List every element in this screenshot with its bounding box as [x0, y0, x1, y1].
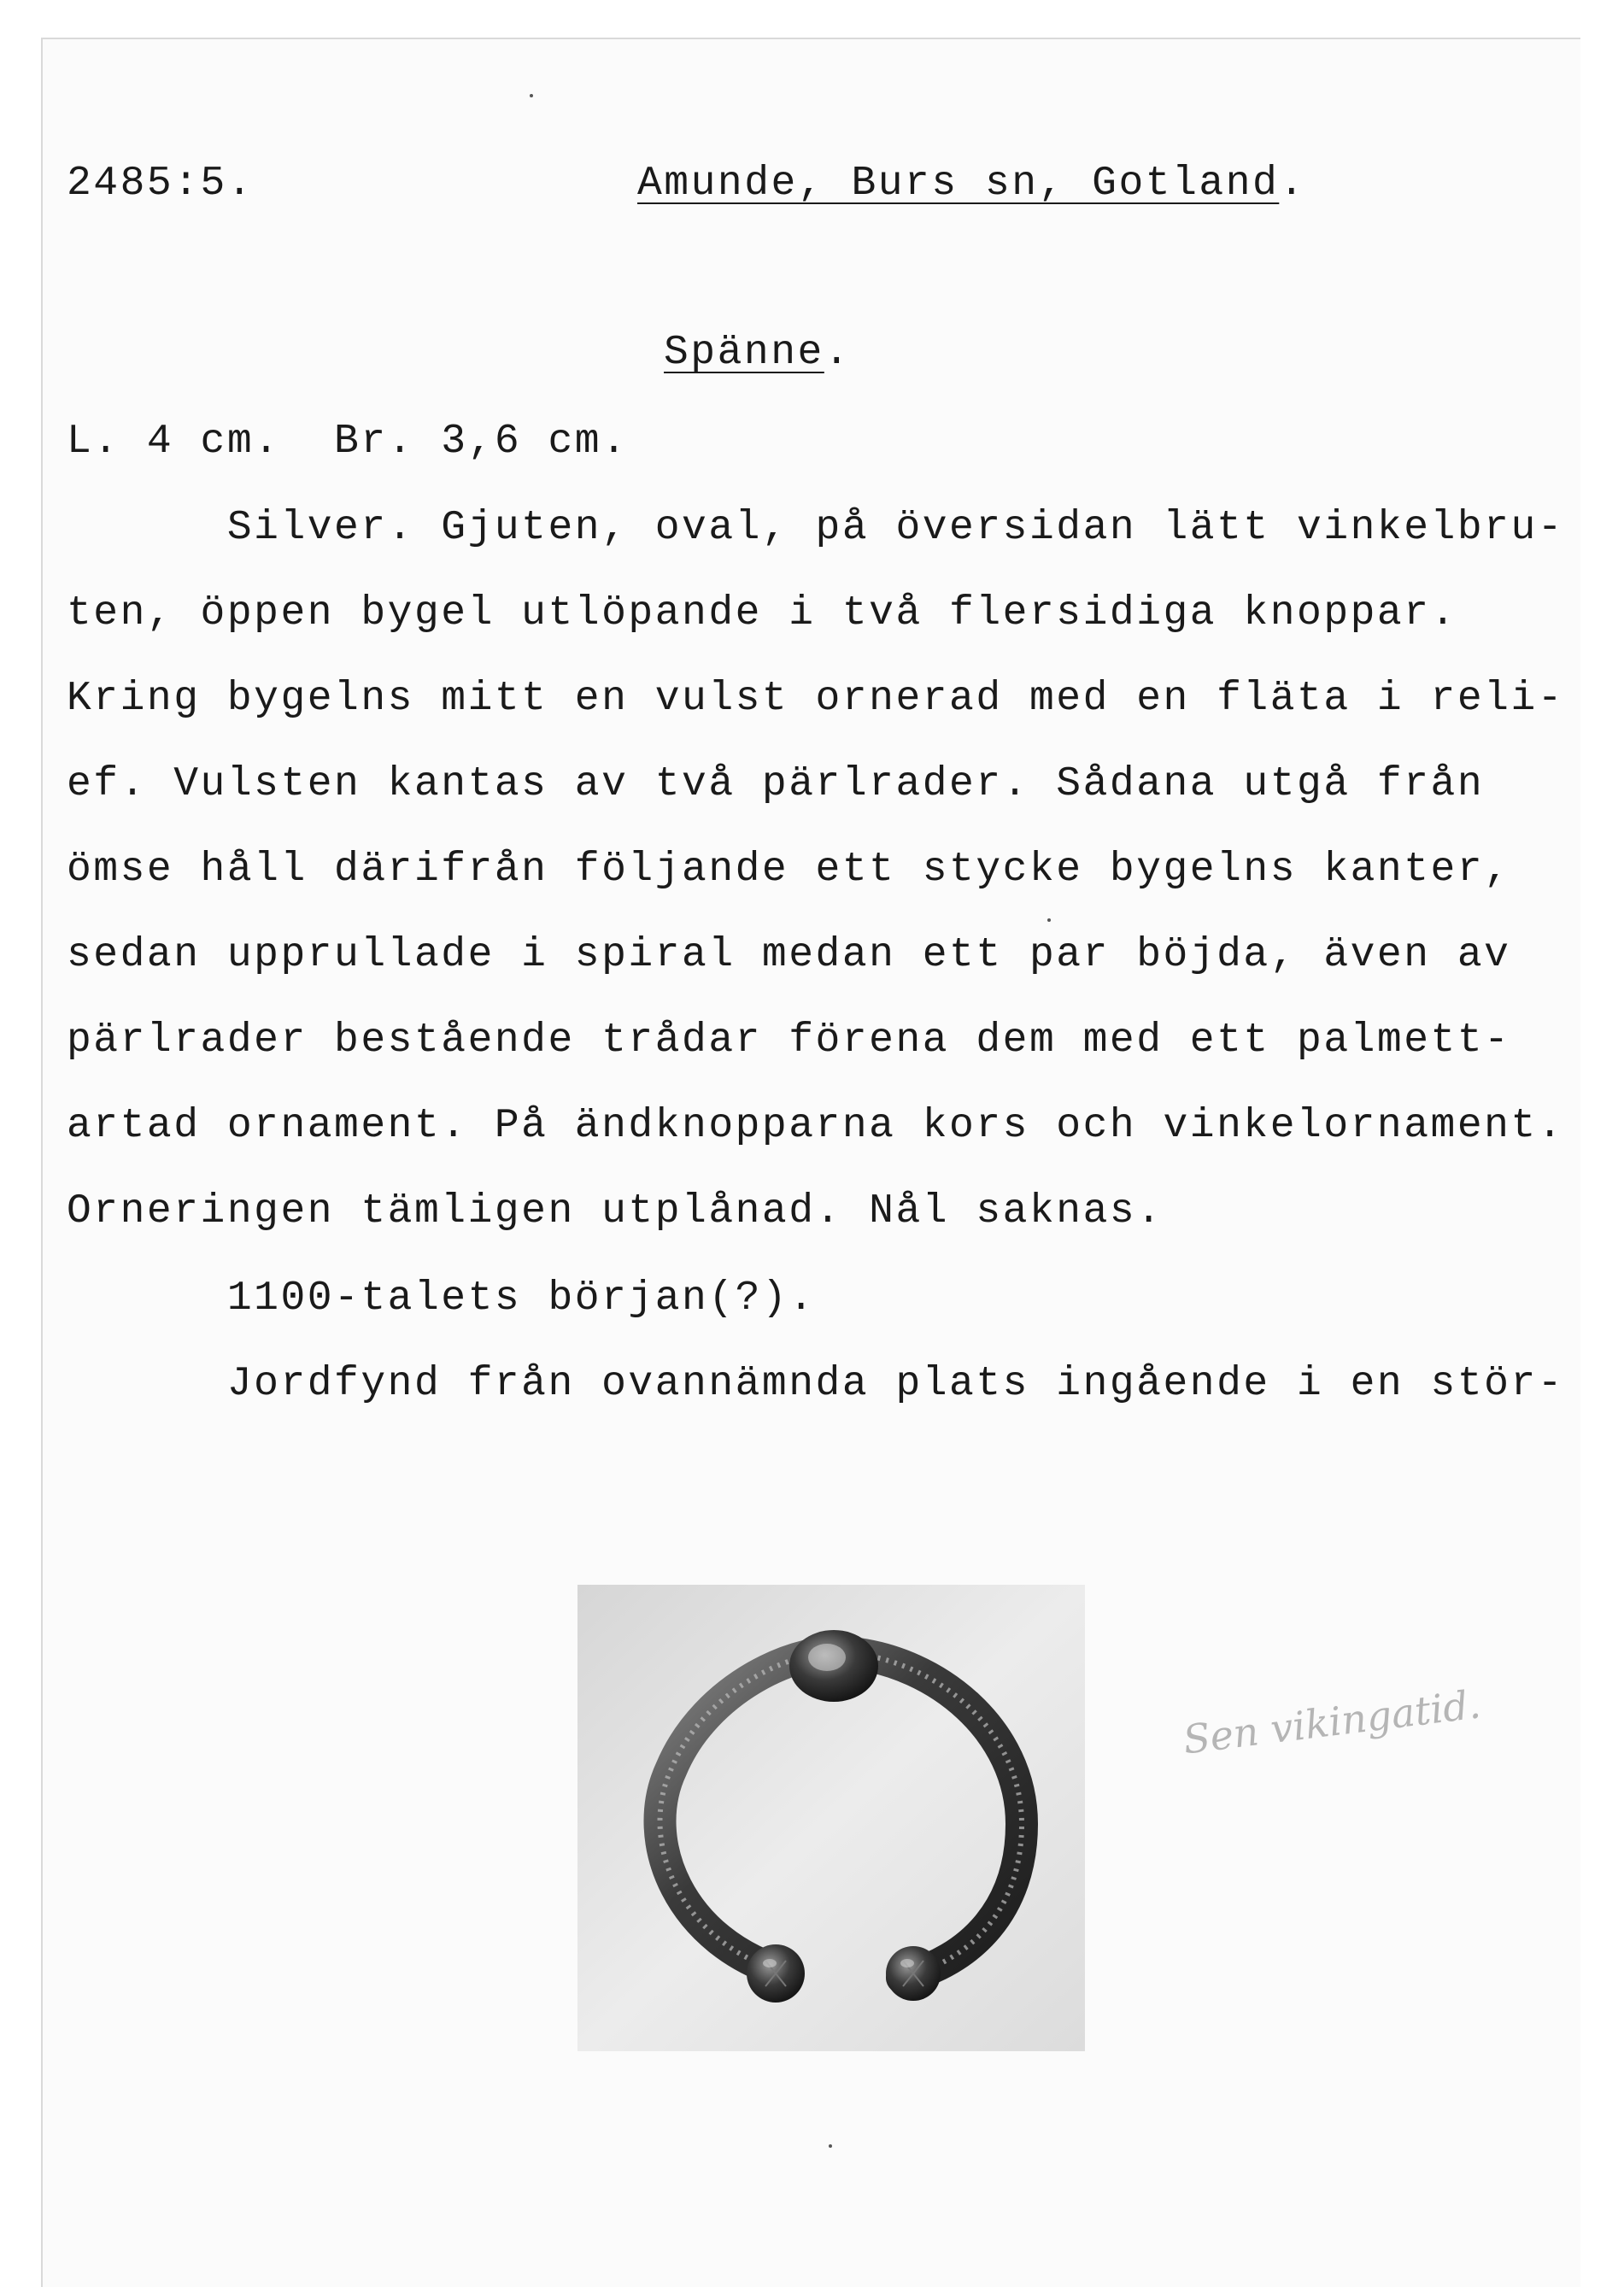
description-line: pärlrader bestående trådar förena dem med ett palmett-	[67, 1017, 1511, 1064]
catalog-number: 2485:5.	[67, 161, 255, 207]
paper-speck	[1047, 918, 1051, 922]
dating: 1100-talets början(?).	[67, 1275, 816, 1322]
description-line: artad ornament. På ändknopparna kors och vinkelornament.	[67, 1103, 1565, 1149]
description-line: ömse håll därifrån följande ett stycke bygelns kanter,	[67, 847, 1511, 893]
brooch-photograph	[577, 1585, 1085, 2051]
object-title-period: .	[824, 330, 852, 376]
handwritten-note: Sen vikingatid.	[1181, 1680, 1484, 1763]
locality-period: .	[1279, 161, 1306, 207]
paper-speck	[530, 94, 533, 97]
description-line: ef. Vulsten kantas av två pärlrader. Sådana utgå från	[67, 761, 1485, 807]
object-title: Spänne	[664, 330, 824, 376]
description-line: Silver. Gjuten, oval, på översidan lätt vinkelbru-	[67, 505, 1565, 551]
paper-speck	[829, 2144, 832, 2148]
object-title-line	[664, 329, 851, 377]
locality-name: Amunde, Burs sn, Gotland	[637, 161, 1280, 207]
measurements: L. 4 cm. Br. 3,6 cm.	[67, 419, 629, 465]
description-line: Kring bygelns mitt en vulst ornerad med en fläta i reli-	[67, 676, 1565, 722]
penannular-brooch-image	[577, 1585, 1085, 2051]
description-line: ten, öppen bygel utlöpande i två flersidiga knoppar.	[67, 590, 1457, 636]
description-line: sedan upprullade i spiral medan ett par böjda, även av	[67, 932, 1511, 978]
description-line: Orneringen tämligen utplånad. Nål saknas.	[67, 1188, 1164, 1234]
locality-heading	[637, 160, 1306, 208]
find-context: Jordfynd från ovannämnda plats ingående i en stör-	[67, 1361, 1565, 1407]
